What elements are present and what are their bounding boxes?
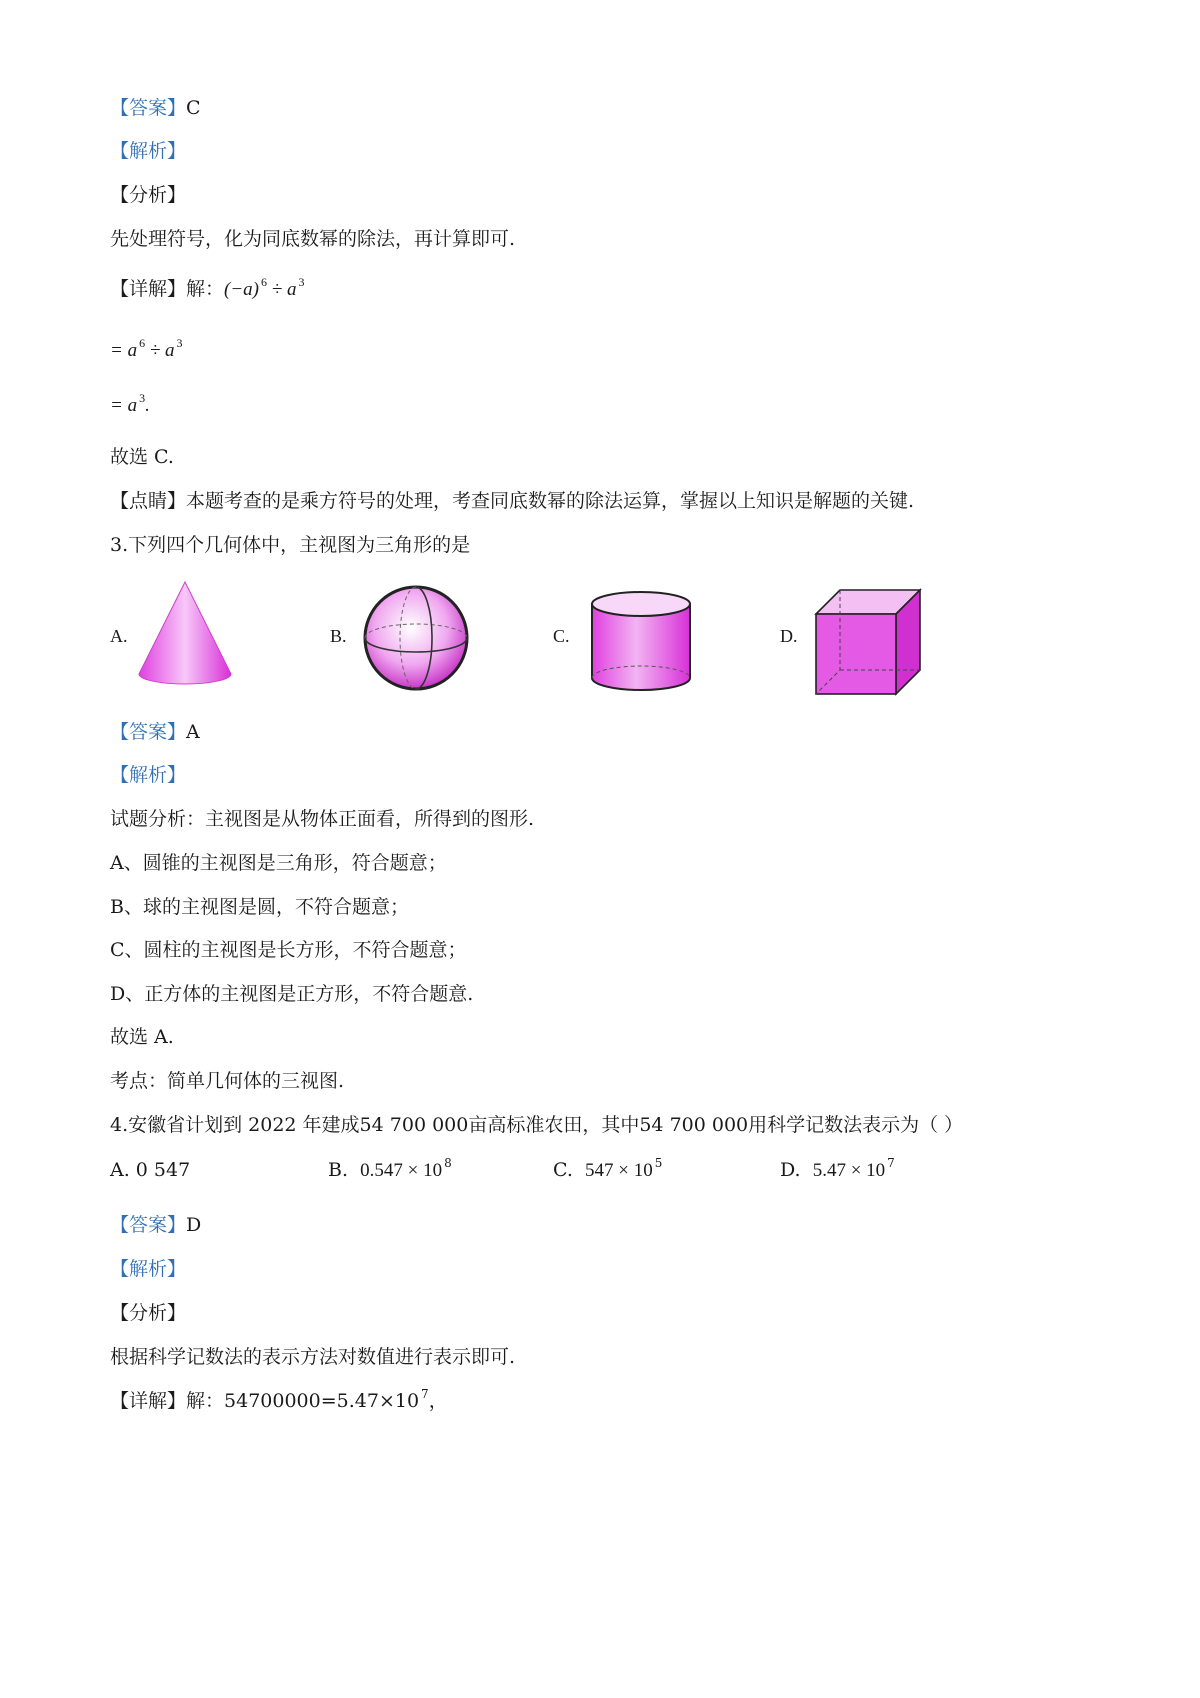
math-step2: = a $^6$ ÷ a $^3$ [110, 336, 183, 361]
answer-tag: 【答案】 [110, 97, 187, 119]
q4-fenxi-text: 根据科学记数法的表示方法对数值进行表示即可. [110, 1346, 516, 1368]
q4-analysis-tag: 【解析】 [110, 1258, 187, 1280]
q4-fenxi-tag: 【分析】 [110, 1302, 187, 1324]
q2-fenxi-tag: 【分析】 [110, 184, 187, 206]
q3-option-d-label: D. [780, 626, 798, 646]
dianjing-text: 本题考查的是乘方符号的处理，考查同底数幂的除法运算，掌握以上知识是解题的关键. [186, 490, 915, 512]
detail-tag: 【详解】 [110, 1390, 187, 1412]
q3-item-c: C、圆柱的主视图是长方形，不符合题意； [110, 939, 467, 961]
cylinder-figure [588, 586, 694, 698]
q4-stem: 4.安徽省计划到 2022 年建成54 700 000亩高标准农田，其中54 700 000用科学记数法表示为（ ） [110, 1114, 964, 1136]
dianjing-tag: 【点睛】 [110, 490, 187, 512]
q3-item-d: D、正方体的主视图是正方形，不符合题意. [110, 983, 474, 1005]
cone-figure [135, 578, 235, 688]
q2-answer-line [110, 95, 201, 121]
detail-prefix: 解： [186, 278, 225, 300]
q2-fenxi-text: 先处理符号，化为同底数幂的除法，再计算即可. [110, 228, 516, 250]
answer-value: A [186, 721, 200, 743]
q3-item-b: B、球的主视图是圆，不符合题意； [110, 896, 409, 918]
q2-dianjing-line [110, 488, 914, 514]
sphere-figure [360, 582, 472, 694]
q4-option-a: A. 0 547 [110, 1159, 191, 1181]
q3-kaodian: 考点：简单几何体的三视图. [110, 1070, 345, 1092]
q3-choice: 故选 A. [110, 1026, 174, 1048]
math-step3: = a $^3$. [110, 391, 150, 416]
answer-value: C [186, 97, 201, 119]
answer-value: D [186, 1214, 202, 1236]
q3-option-c-label: C. [553, 626, 570, 646]
q2-detail-line [110, 276, 304, 304]
cube-figure [812, 586, 924, 698]
answer-tag: 【答案】 [110, 721, 187, 743]
q3-item-a: A、圆锥的主视图是三角形，符合题意； [110, 852, 447, 874]
q3-intro: 试题分析：主视图是从物体正面看，所得到的图形. [110, 808, 535, 830]
q3-analysis-tag: 【解析】 [110, 764, 187, 786]
q3-answer-line [110, 719, 200, 745]
q2-analysis-tag: 【解析】 [110, 140, 187, 162]
q4-detail-line: 【详解】解：54700000=5.47×10 $^7$， [110, 1387, 448, 1412]
q4-option-b: B. 0.547 × 10 $^8$ [328, 1156, 452, 1181]
q3-option-a-label: A. [110, 626, 128, 646]
detail-tag: 【详解】 [110, 278, 187, 300]
answer-tag: 【答案】 [110, 1214, 187, 1236]
q3-option-b-label: B. [330, 626, 347, 646]
math-step1: (−a) $^6$ ÷ a $^3$ [224, 275, 305, 300]
q4-option-c: C. 547 × 10 $^5$ [553, 1156, 663, 1181]
q4-option-d: D. 5.47 × 10 $^7$ [780, 1156, 895, 1181]
q2-choice: 故选 C. [110, 446, 174, 468]
q4-answer-line [110, 1212, 201, 1238]
q3-stem: 3.下列四个几何体中，主视图为三角形的是 [110, 534, 471, 556]
